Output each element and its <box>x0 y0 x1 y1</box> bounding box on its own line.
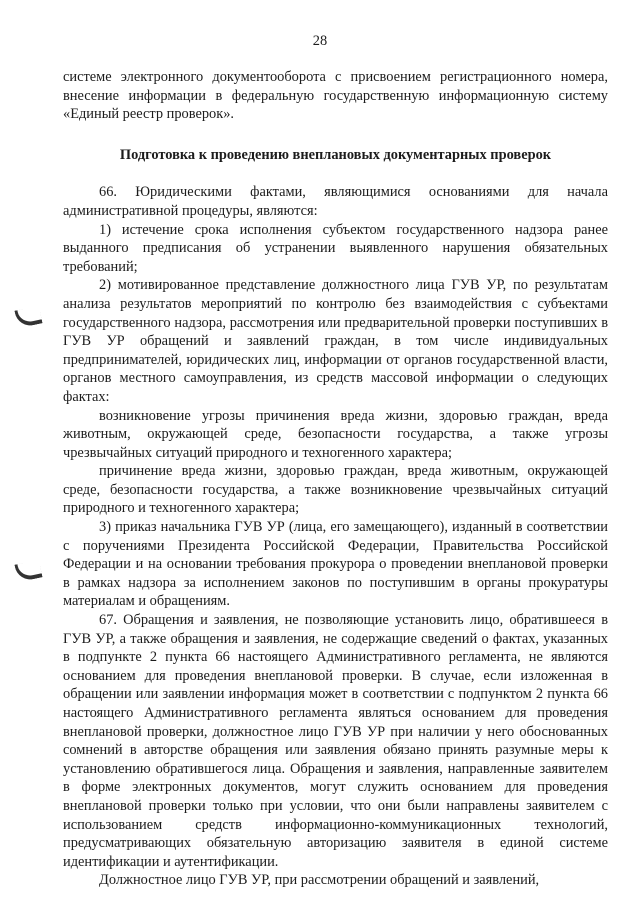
paragraph-66-item-2b: причинение вреда жизни, здоровью граждан, вреда животным, окружающей среде, безопасности государства, а также возникновение чрезвычайных ситуаций природного и техногенного характера; <box>63 463 608 517</box>
page-number: 28 <box>312 33 328 49</box>
paragraph-66-item-2: 2) мотивированное представление должностного лица ГУВ УР, по результатам анализа результатов мероприятий по контролю без взаимодействия с субъектами государственного надзора, рассмотрения или предварительной проверки поступивших в ГУВ УР обращений и заявлений граждан, в том числе индивидуальных предпринимателей, юридических лиц, информации от органов государственной власти, органов местного самоуправления, из средств массовой информации о следующих фактах: <box>63 277 608 405</box>
paragraph-66-item-2a: возникновение угрозы причинения вреда жизни, здоровью граждан, вреда животным, окружающей среде, безопасности государства, а также угрозы чрезвычайных ситуаций природного и техногенного характера; <box>63 407 608 461</box>
hole-punch-mark <box>14 560 42 583</box>
hole-punch-mark <box>14 306 42 329</box>
paragraph-66-item-3: 3) приказ начальника ГУВ УР (лица, его замещающего), изданный в соответствии с поручениями Президента Российской Федерации, Правительства Российской Федерации и на основании требования прокурора о проведении внеплановой проверки в рамках надзора за исполнением законов по поступившим в органы прокуратуры материалам и обращениям. <box>63 519 608 610</box>
paragraph-66-item-1: 1) истечение срока исполнения субъектом государственного надзора ранее выданного предписания об устранении выявленного нарушения обязательных требований; <box>63 221 608 275</box>
paragraph-67: 67. Обращения и заявления, не позволяющие установить лицо, обратившееся в ГУВ УР, а также обращения и заявления, не содержащие сведений о фактах, указанных в подпункте 2 пункта 66 настоящего Административного регламента, не являются основанием для проведения внеплановой проверки. В случае, если изложенная в обращении или заявлении информация может в соответствии с подпунктом 2 пункта 66 настоящего Административного регламента являться основанием для проведения внеплановой проверки, должностное лицо ГУВ УР при наличии у него обоснованных сомнений в авторстве обращения или заявления обязано принять разумные меры к установлению обратившегося лица. Обращения и заявления, направленные заявителем в форме электронных документов, могут служить основанием для проведения внеплановой проверки только при условии, что они были направлены заявителем с использованием средств информационно-коммуникационных технологий, предусматривающих обязательную авторизацию заявителя в единой системе идентификации и аутентификации. <box>63 612 608 870</box>
paragraph-last: Должностное лицо ГУВ УР, при рассмотрении обращений и заявлений, <box>99 872 540 889</box>
paragraph-continuation: системе электронного документооборота с присвоением регистрационного номера, внесение информации в федеральную государственную информационную систему «Единый реестр проверок». <box>63 69 608 123</box>
document-body <box>63 68 608 890</box>
section-heading: Подготовка к проведению внеплановых документарных проверок <box>119 146 552 163</box>
paragraph-66: 66. Юридическими фактами, являющимися основаниями для начала административной процедуры, являются: <box>63 184 608 219</box>
